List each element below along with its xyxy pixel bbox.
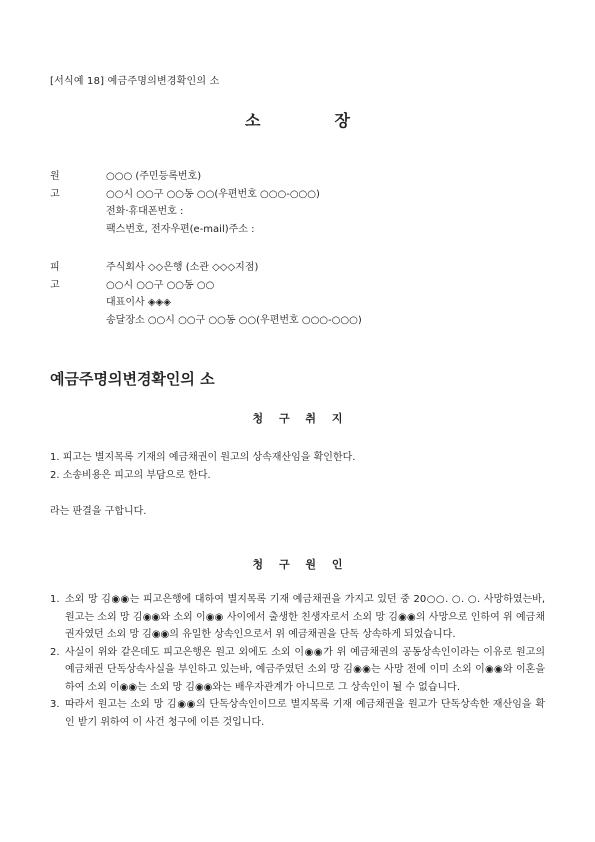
- document-title: [0, 108, 595, 131]
- defendant-address: ○○시 ○○구 ○○동 ○○: [106, 279, 215, 291]
- plaintiff-fax-email: 팩스번호, 전자우편(e-mail)주소 :: [106, 223, 255, 235]
- claim-purpose-heading-char-1: 청: [252, 412, 264, 425]
- claim-reason-item: [50, 696, 545, 731]
- plaintiff-name: ○○○ (주민등록번호): [106, 171, 202, 182]
- claim-purpose-item-2: 2. 소송비용은 피고의 부담으로 한다.: [50, 470, 211, 481]
- claim-purpose-heading: [0, 410, 595, 426]
- defendant-role-char-2: 고: [50, 279, 60, 291]
- defendant-details: [106, 259, 526, 329]
- defendant-role-char-1: 피: [50, 262, 60, 273]
- plaintiff-role: [50, 168, 100, 203]
- claim-purpose-heading-char-4: 지: [331, 412, 343, 425]
- claim-reason-heading-char-4: 인: [331, 558, 343, 571]
- claim-reason-item-text: 따라서 원고는 소외 망 김◉◉의 단독상속인이므로 별지목록 기재 예금채권을 원고가 단독상속한 재산임을 확인 받기 위하여 이 사건 청구에 이른 것입니다.: [65, 699, 545, 728]
- defendant-name: 주식회사 ◇◇은행 (소관 ◇◇◇지점): [106, 262, 259, 273]
- claim-reason-item-number: 1.: [50, 594, 60, 605]
- claim-reason-heading: [0, 556, 595, 572]
- claim-reason-list: [50, 591, 545, 731]
- claim-reason-item: [50, 591, 545, 644]
- plaintiff-address: ○○시 ○○구 ○○동 ○○(우편번호 ○○○-○○○): [106, 188, 320, 200]
- judgment-request: 라는 판결을 구합니다.: [50, 506, 147, 517]
- claim-reason-item: [50, 644, 545, 697]
- plaintiff-role-char-2: 고: [50, 188, 60, 200]
- document-title-char-2: 장: [334, 111, 350, 130]
- document-title-char-1: 소: [245, 111, 261, 130]
- case-title: 예금주명의변경확인의 소: [50, 370, 215, 388]
- defendant-service-address: 송달장소 ○○시 ○○구 ○○동 ○○(우편번호 ○○○-○○○): [106, 314, 362, 326]
- plaintiff-details: [106, 168, 526, 238]
- claim-reason-item-number: 2.: [50, 646, 60, 658]
- claim-reason-item-text: 소외 망 김◉◉는 피고은행에 대하여 별지목록 기재 예금채권을 가지고 있던 중 20○○. ○. ○. 사망하였는바, 원고는 소외 망 김◉◉와 소외 이◉◉ 사이에서 출생한 친생자로서 소외 망 김◉◉의 사망으로 인하여 위 예금채권자였던 소외 망 김◉◉의 유일한 상속인으로서 위 예금채권을 단독 상속하게 되었습니다.: [65, 594, 545, 640]
- defendant-representative: 대표이사 ◈◈◈: [106, 297, 171, 308]
- claim-purpose-heading-char-2: 구: [278, 412, 290, 425]
- claim-reason-item-text: 사실이 위와 같은데도 피고은행은 원고 외에도 소외 이◉◉가 위 예금채권의 공동상속인이라는 이유로 원고의 예금채권 단독상속사실을 부인하고 있는바, 예금주였던 소외 망 김◉◉는 사망 전에 이미 소외 이◉◉와 이혼을 하여 소외 이◉◉는 소외 망 김◉◉와는 배우자관계가 아니므로 그 상속인이 될 수 없습니다.: [65, 646, 545, 693]
- plaintiff-phone: 전화·휴대폰번호 :: [106, 206, 184, 217]
- claim-reason-heading-char-1: 청: [252, 558, 264, 571]
- defendant-role: [50, 259, 100, 294]
- claim-reason-heading-char-3: 원: [305, 558, 317, 571]
- form-label: [서식예 18] 예금주명의변경확인의 소: [50, 76, 220, 87]
- claim-purpose-item-1: 1. 피고는 별지목록 기재의 예금채권이 원고의 상속재산임을 확인한다.: [50, 452, 356, 463]
- claim-reason-heading-char-2: 구: [278, 558, 290, 571]
- plaintiff-role-char-1: 원: [50, 171, 60, 182]
- claim-purpose-heading-char-3: 취: [305, 412, 317, 425]
- claim-reason-item-number: 3.: [50, 699, 60, 710]
